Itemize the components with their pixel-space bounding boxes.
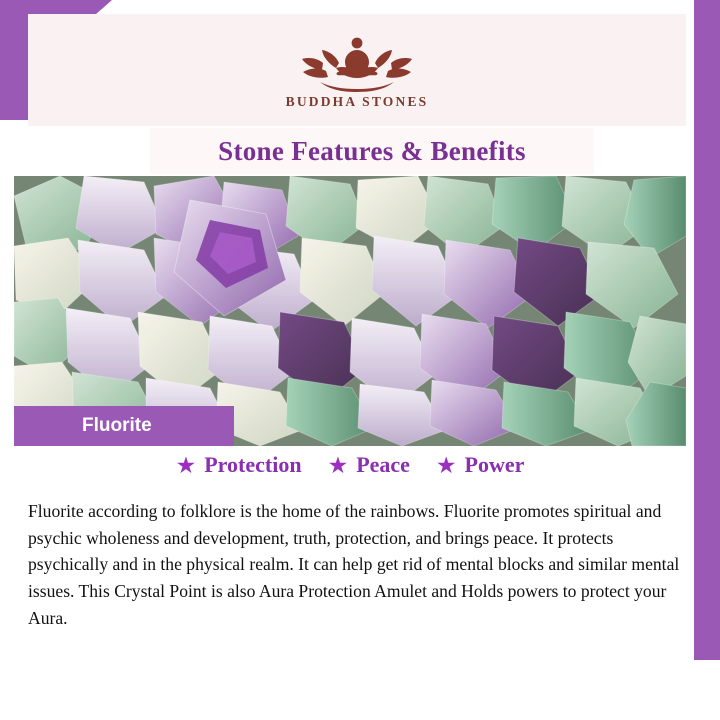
benefits-row	[14, 452, 686, 478]
section-title-band	[150, 128, 594, 174]
frame-edge-left-lower	[0, 120, 14, 720]
benefit-label: Peace	[356, 452, 410, 477]
brand-header	[28, 14, 686, 126]
star-icon: ★	[175, 451, 197, 478]
stone-name-chip	[14, 406, 234, 446]
frame-edge-left	[0, 0, 28, 120]
page-title: Stone Features & Benefits	[218, 135, 526, 166]
benefit-label: Protection	[204, 452, 302, 477]
frame-edge-right	[694, 0, 720, 720]
logo-block	[28, 30, 686, 110]
benefit-item	[436, 452, 524, 478]
stone-name: Fluorite	[82, 415, 152, 436]
brand-name: BUDDHA STONES	[285, 94, 429, 109]
star-icon: ★	[435, 451, 457, 478]
star-icon: ★	[327, 451, 349, 478]
footer-whitespace	[0, 660, 720, 720]
lotus-meditation-icon	[282, 30, 432, 92]
stone-description: Fluorite according to folklore is the home of the rainbows. Fluorite promotes spiritual and psychic wholeness and development, truth, protection, and brings peace. It protects psychically and in the physical realm. It can help get rid of mental blocks and similar mental issues. This Crystal Point is also Aura Protection Amulet and Holds powers to protect your Aura.	[28, 501, 680, 628]
benefit-item	[328, 452, 410, 478]
benefit-label: Power	[464, 452, 525, 477]
benefit-item	[176, 452, 302, 478]
